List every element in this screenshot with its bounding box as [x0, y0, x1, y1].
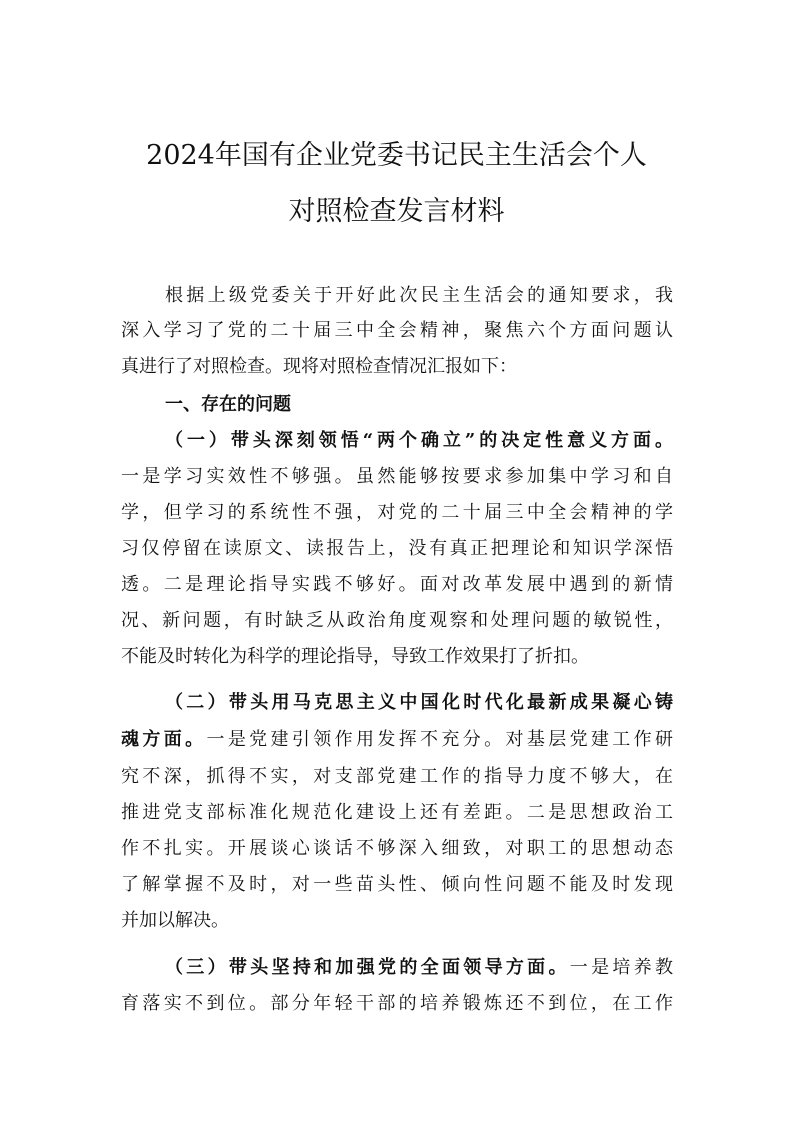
- item2-line-1: [121, 724, 673, 756]
- item2-line-3: 推进党支部标准化规范化建设上还有差距。二是思想政治工: [121, 802, 673, 823]
- intro-line-2: 深入学习了党的二十届三中全会精神，聚焦六个方面问题认: [121, 320, 673, 341]
- item3-line-2: 育落实不到位。部分年轻干部的培养锻炼还不到位，在工作: [121, 993, 673, 1014]
- item1-line-1: 一是学习实效性不够强。虽然能够按要求参加集中学习和自: [121, 466, 673, 487]
- item1-heading: （一）带头深刻领悟“两个确立”的决定性意义方面。: [165, 430, 673, 451]
- item3-line-1-text: 一是培养教: [569, 957, 673, 978]
- intro-line-3: 真进行了对照检查。现将对照检查情况汇报如下：: [121, 356, 517, 377]
- item1-line-4: 透。二是理论指导实践不够好。面对改革发展中遇到的新情: [121, 574, 673, 595]
- item2-line-2: 究不深，抓得不实，对支部党建工作的指导力度不够大，在: [121, 766, 673, 787]
- item2-heading: （二）带头用马克思主义中国化时代化最新成果凝心铸: [165, 692, 673, 713]
- item2-heading-cont: 魂方面。: [121, 729, 207, 750]
- item2-line-5: 了解掌握不及时，对一些苗头性、倾向性问题不能及时发现: [121, 874, 673, 895]
- item1-line-3: 习仅停留在读原文、读报告上，没有真正把理论和知识学深悟: [121, 538, 673, 559]
- item2-line-6: 并加以解决。: [121, 910, 229, 931]
- section-heading-problems: 一、存在的问题: [165, 394, 291, 415]
- item2-line-1-text: 一是党建引领作用发挥不充分。对基层党建工作研: [206, 729, 673, 750]
- item1-line-6: 不能及时转化为科学的理论指导，导致工作效果打了折扣。: [121, 646, 589, 667]
- intro-line-1: 根据上级党委关于开好此次民主生活会的通知要求，我: [165, 285, 673, 306]
- item1-line-5: 况、新问题，有时缺乏从政治角度观察和处理问题的敏锐性，: [121, 610, 673, 631]
- document-title-line-2: 对照检查发言材料: [288, 196, 505, 227]
- item2-line-4: 作不扎实。开展谈心谈话不够深入细致，对职工的思想动态: [121, 838, 673, 859]
- item1-line-2: 学，但学习的系统性不强，对党的二十届三中全会精神的学: [121, 502, 673, 523]
- document-title-line-1: 2024年国有企业党委书记民主生活会个人: [146, 140, 647, 171]
- item3-heading: （三）带头坚持和加强党的全面领导方面。: [165, 957, 570, 978]
- item3-line-1: [165, 952, 673, 984]
